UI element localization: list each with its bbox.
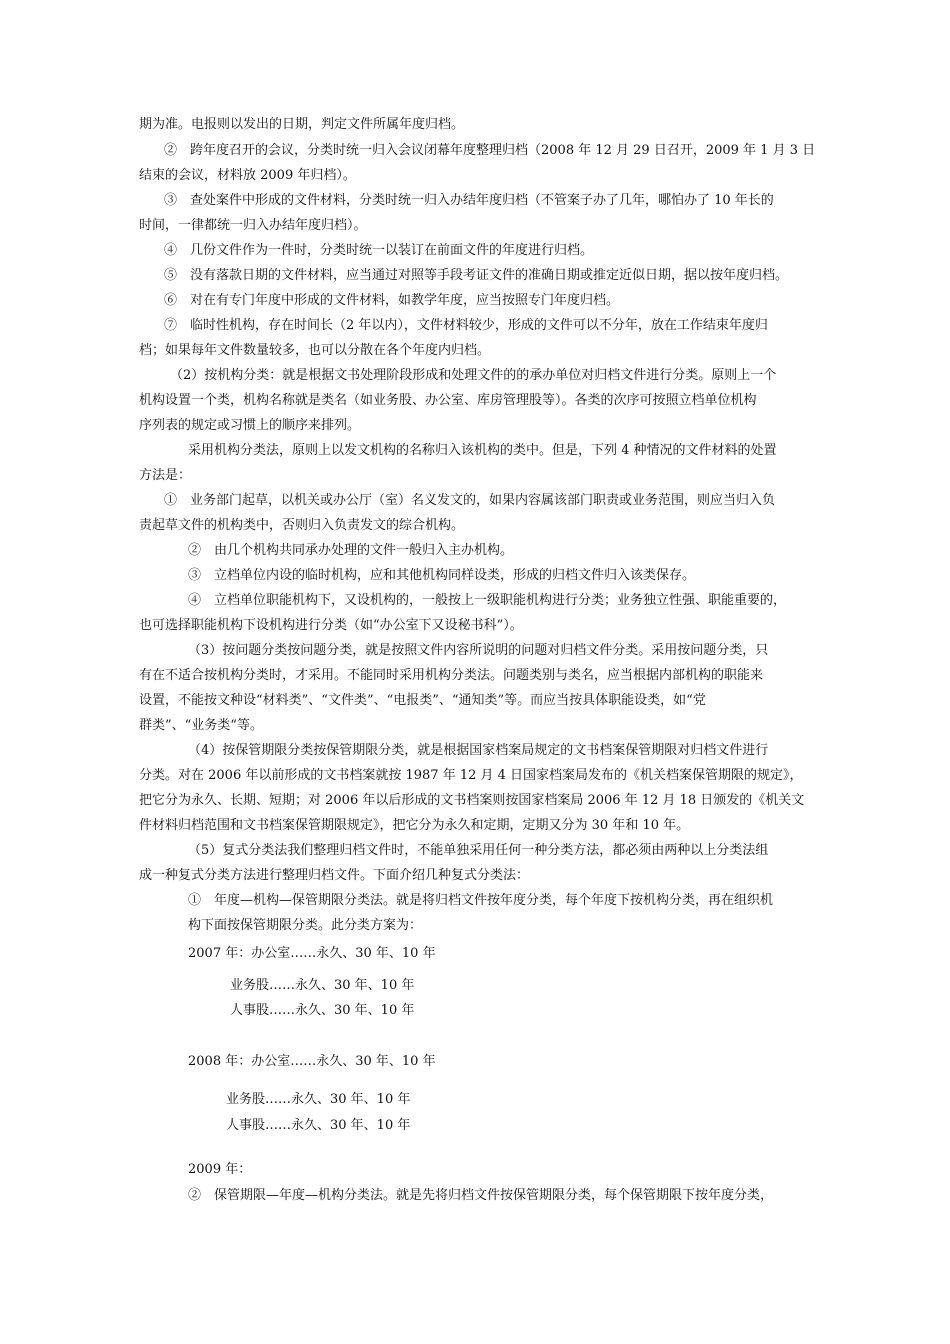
text-line: 构下面按保管期限分类。此分类方案为： [188, 918, 423, 933]
text-line: 方法是： [139, 468, 192, 483]
text-line: 2007 年：办公室……永久、30 年、10 年 [188, 946, 436, 961]
text-line: （4）按保管期限分类按保管期限分类，就是根据国家档案局规定的文书档案保管期限对归档文件进行 [188, 743, 769, 758]
text-line: ④ 几份文件作为一件时，分类时统一以装订在前面文件的年度进行归档。 [164, 243, 594, 258]
text-line: 人事股……永久、30 年、10 年 [230, 1003, 415, 1018]
text-line: 时间，一律都统一归入办结年度归档）。 [139, 218, 367, 233]
text-line: ⑥ 对在有专门年度中形成的文件材料，如教学年度，应当按照专门年度归档。 [164, 293, 620, 308]
text-line: ① 业务部门起草，以机关或办公厅（室）名义发文的，如果内容属该部门职责或业务范围，则应当归入负 [164, 493, 776, 508]
text-line: ② 跨年度召开的会议，分类时统一归入会议闭幕年度整理归档（2008 年 12 月 29 日召开，2009 年 1 月 3 日 [164, 143, 816, 158]
text-line: 分类。对在 2006 年以前形成的文书档案就按 1987 年 12 月 4 日国家档案局发布的《机关档案保管期限的规定》， [139, 768, 803, 783]
text-line: 结束的会议，材料放 2009 年归档）。 [139, 168, 356, 183]
text-line: 期为准。电报则以发出的日期，判定文件所属年度归档。 [139, 117, 465, 132]
text-line: ② 保管期限—年度—机构分类法。就是先将归档文件按保管期限分类，每个保管期限下按年度分类， [188, 1188, 774, 1203]
text-line: （3）按问题分类按问题分类，就是按照文件内容所说明的问题对归档文件分类。采用按问题分类，只 [188, 643, 769, 658]
text-line: 成一种复式分类方法进行整理归档文件。下面介绍几种复式分类法： [139, 868, 530, 883]
text-line: 采用机构分类法，原则上以发文机构的名称归入该机构的类中。但是，下列 4 种情况的文件材料的处置 [188, 443, 777, 458]
text-line: 把它分为永久、长期、短期；对 2006 年以后形成的文书档案则按国家档案局 2006 年 12 月 18 日颁发的《机关文 [139, 793, 805, 808]
text-line: 档；如果每年文件数量较多，也可以分散在各个年度内归档。 [139, 343, 491, 358]
text-line: 2008 年：办公室……永久、30 年、10 年 [188, 1054, 436, 1069]
text-line: 群类”、“业务类“等。 [139, 718, 263, 733]
text-line: 也可选择职能机构下设机构进行分类（如“办公室下又设秘书科”）。 [139, 618, 523, 633]
text-line: 责起草文件的机构类中，否则归入负责发文的综合机构。 [139, 518, 465, 533]
text-line: 件材料归档范围和文书档案保管期限规定》，把它分为永久和定期，定期又分为 30 年和 10 年。 [139, 818, 690, 833]
text-line: 业务股……永久、30 年、10 年 [226, 1092, 411, 1107]
text-line: ③ 查处案件中形成的文件材料，分类时统一归入办结年度归档（不管案子办了几年，哪怕办了 10 年长的 [164, 193, 774, 208]
text-line: ② 由几个机构共同承办处理的文件一般归入主办机构。 [188, 543, 514, 558]
text-line: ③ 立档单位内设的临时机构，应和其他机构同样设类，形成的归档文件归入该类保存。 [188, 568, 696, 583]
text-line: 设置，不能按文种设“材料类”、“文件类”、“电报类”、“通知类”等。而应当按具体职能设类，如“党 [139, 693, 706, 708]
text-line: 序列表的规定或习惯上的顺序来排列。 [139, 418, 361, 433]
text-line: ⑦ 临时性机构，存在时间长（2 年以内），文件材料较少，形成的文件可以不分年，放在工作结束年度归 [164, 318, 768, 333]
text-line: ① 年度—机构—保管期限分类法。就是将归档文件按年度分类，每个年度下按机构分类，再在组织机 [188, 893, 774, 908]
text-line: ⑤ 没有落款日期的文件材料，应当通过对照等手段考证文件的准确日期或推定近似日期，据以按年度归档。 [164, 268, 789, 283]
text-line: ④ 立档单位职能机构下，又设机构的，一般按上一级职能机构进行分类；业务独立性强、职能重要的， [188, 593, 787, 608]
text-line: 业务股……永久、30 年、10 年 [230, 978, 415, 993]
text-line: 机构设置一个类，机构名称就是类名（如业务股、办公室、库房管理股等）。各类的次序可按照立档单位机构 [139, 393, 757, 408]
text-line: 人事股……永久、30 年、10 年 [226, 1118, 411, 1133]
text-line: 有在不适合按机构分类时，才采用。不能同时采用机构分类法。问题类别与类名，应当根据内部机构的职能来 [139, 668, 764, 683]
text-line: （5）复式分类法我们整理归档文件时，不能单独采用任何一种分类方法，都必须由两种以上分类法组 [188, 843, 769, 858]
text-line: （2）按机构分类：就是根据文书处理阶段形成和处理文件的的承办单位对归档文件进行分类。原则上一个 [170, 368, 777, 383]
text-line: 2009 年： [188, 1162, 252, 1177]
